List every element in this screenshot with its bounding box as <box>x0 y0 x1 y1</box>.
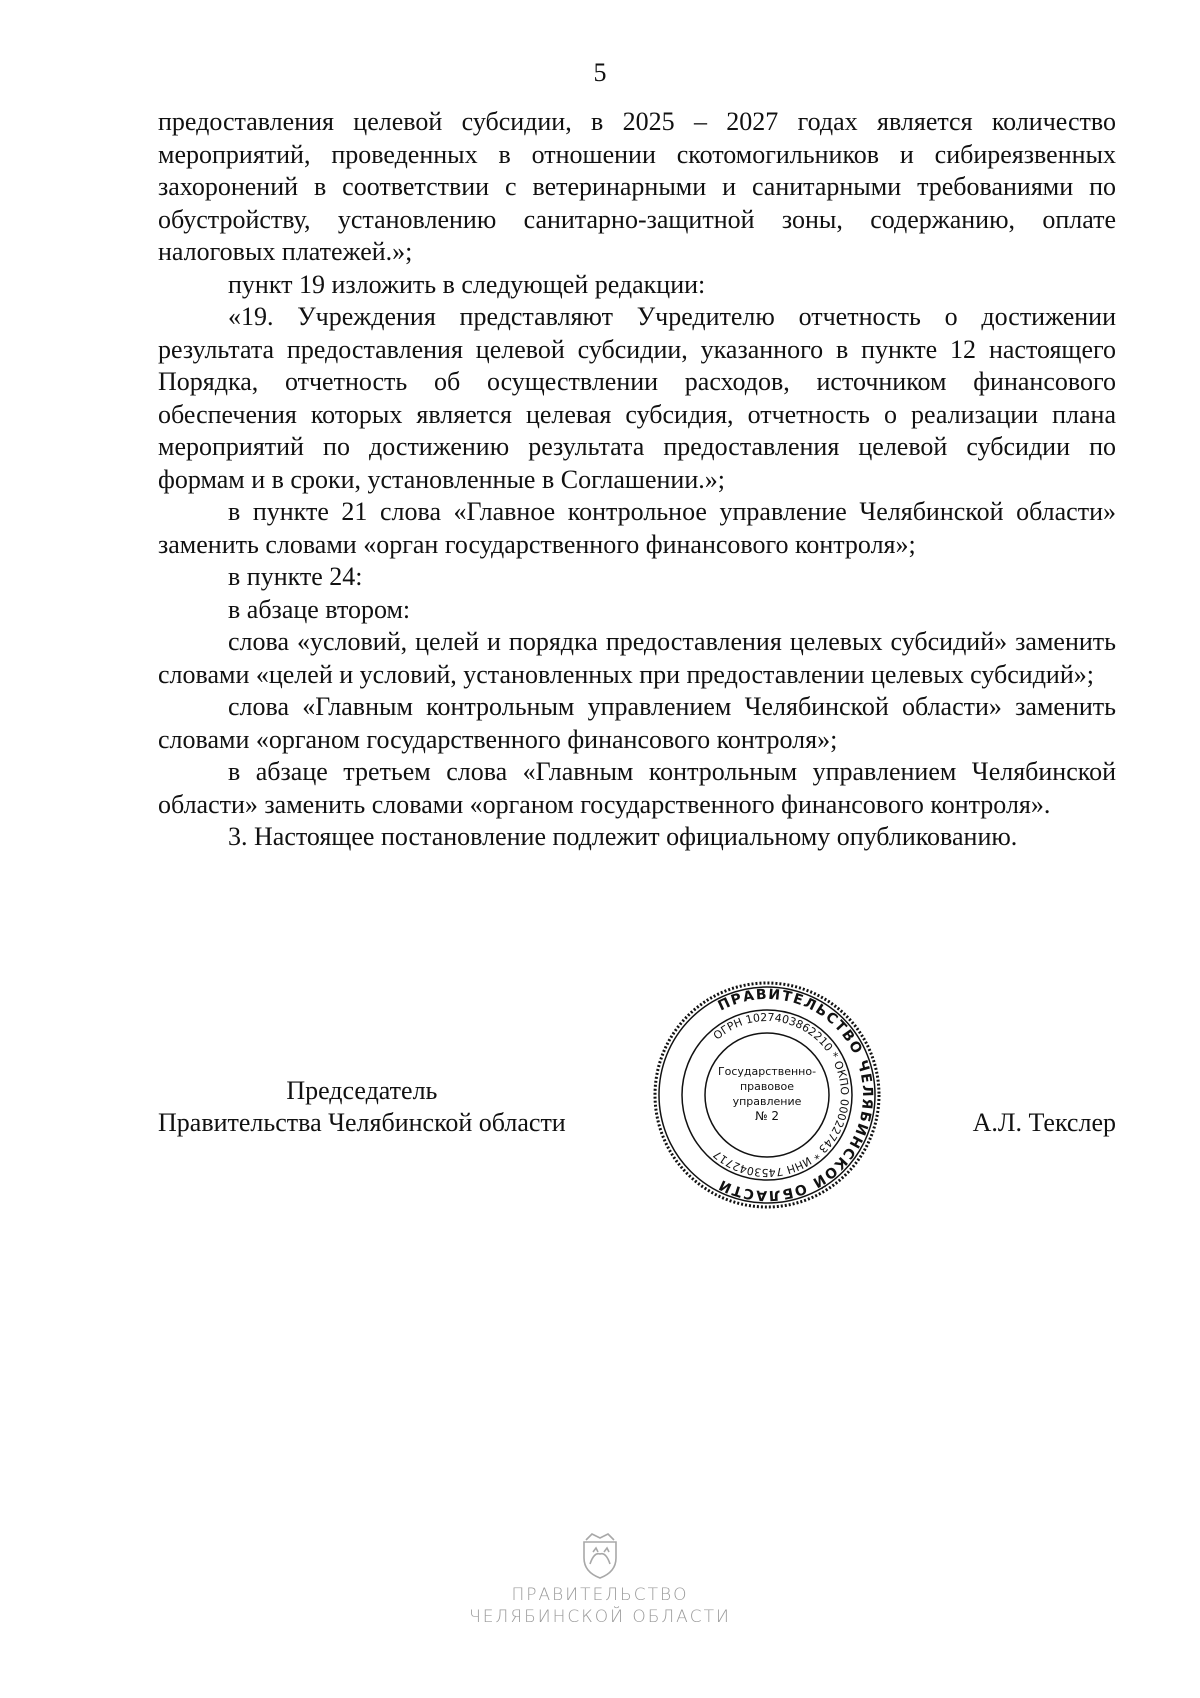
signature-name: А.Л. Текслер <box>972 1108 1116 1137</box>
coat-of-arms-icon <box>578 1528 622 1580</box>
footer-government-name <box>0 1584 1200 1628</box>
footer-line1: ПРАВИТЕЛЬСТВО <box>511 1585 689 1605</box>
paragraph-second-subparagraph: в абзаце втором: <box>228 594 411 624</box>
seal-inner-ring-text: ОГРН 1027403862210 * ОКПО 00022743 * ИНН 7453042717 <box>710 1010 852 1180</box>
document-body <box>158 106 1116 854</box>
footer-line2: ЧЕЛЯБИНСКОЙ ОБЛАСТИ <box>469 1607 731 1627</box>
seal-center-line1: Государственно- <box>717 1065 817 1078</box>
paragraph-words-conditions: слова «условий, целей и порядка предоставления целевых субсидий» заменить словами «целей и условий, установленных при предоставлении целевых субсидий»; <box>158 627 1116 689</box>
paragraph-continuation: предоставления целевой субсидии, в 2025 – 2027 годах является количество мероприятий, проведенных в отношении скотомогильников и сибиреязвенных захоронений в соответствии с ветеринарными и санитарными требованиями по обустройству, установлению санитарно-защитной зоны, содержанию, оплате налоговых платежей.»; <box>158 107 1116 266</box>
seal-center-line3: управление <box>732 1095 802 1108</box>
signature-title <box>158 1075 566 1139</box>
signature-title-line1: Председатель <box>286 1076 438 1105</box>
paragraph-item-19-intro: пункт 19 изложить в следующей редакции: <box>228 269 706 299</box>
official-seal <box>652 980 882 1210</box>
paragraph-item-19-text: «19. Учреждения представляют Учредителю отчетность о достижении результата предоставления целевой субсидии, указанного в пункте 12 настоящего Порядка, отчетность об осуществлении расходов, источником финансового обеспечения которых является целевая субсидия, отчетность о реализации плана мероприятий по достижению результата предоставления целевой субсидии по формам и в сроки, установленные в Соглашении.»; <box>158 302 1116 494</box>
page-number: 5 <box>593 58 607 87</box>
seal-outer-text: ПРАВИТЕЛЬСТВО ЧЕЛЯБИНСКОЙ ОБЛАСТИ <box>715 986 876 1204</box>
paragraph-words-control: слова «Главным контрольным управлением Челябинской области» заменить словами «органом государственного финансового контроля»; <box>158 692 1116 754</box>
signature-title-line2: Правительства Челябинской области <box>158 1108 566 1137</box>
seal-center-line4: № 2 <box>755 1109 779 1123</box>
paragraph-item-21: в пункте 21 слова «Главное контрольное управление Челябинской области» заменить словами «орган государственного финансового контроля»; <box>158 497 1116 559</box>
seal-center-line2: правовое <box>739 1080 795 1093</box>
paragraph-item-24: в пункте 24: <box>228 562 363 591</box>
paragraph-publication: 3. Настоящее постановление подлежит официальному опубликованию. <box>228 822 1018 851</box>
paragraph-third-subparagraph: в абзаце третьем слова «Главным контрольным управлением Челябинской области» заменить словами «органом государственного финансового контроля». <box>158 757 1116 819</box>
